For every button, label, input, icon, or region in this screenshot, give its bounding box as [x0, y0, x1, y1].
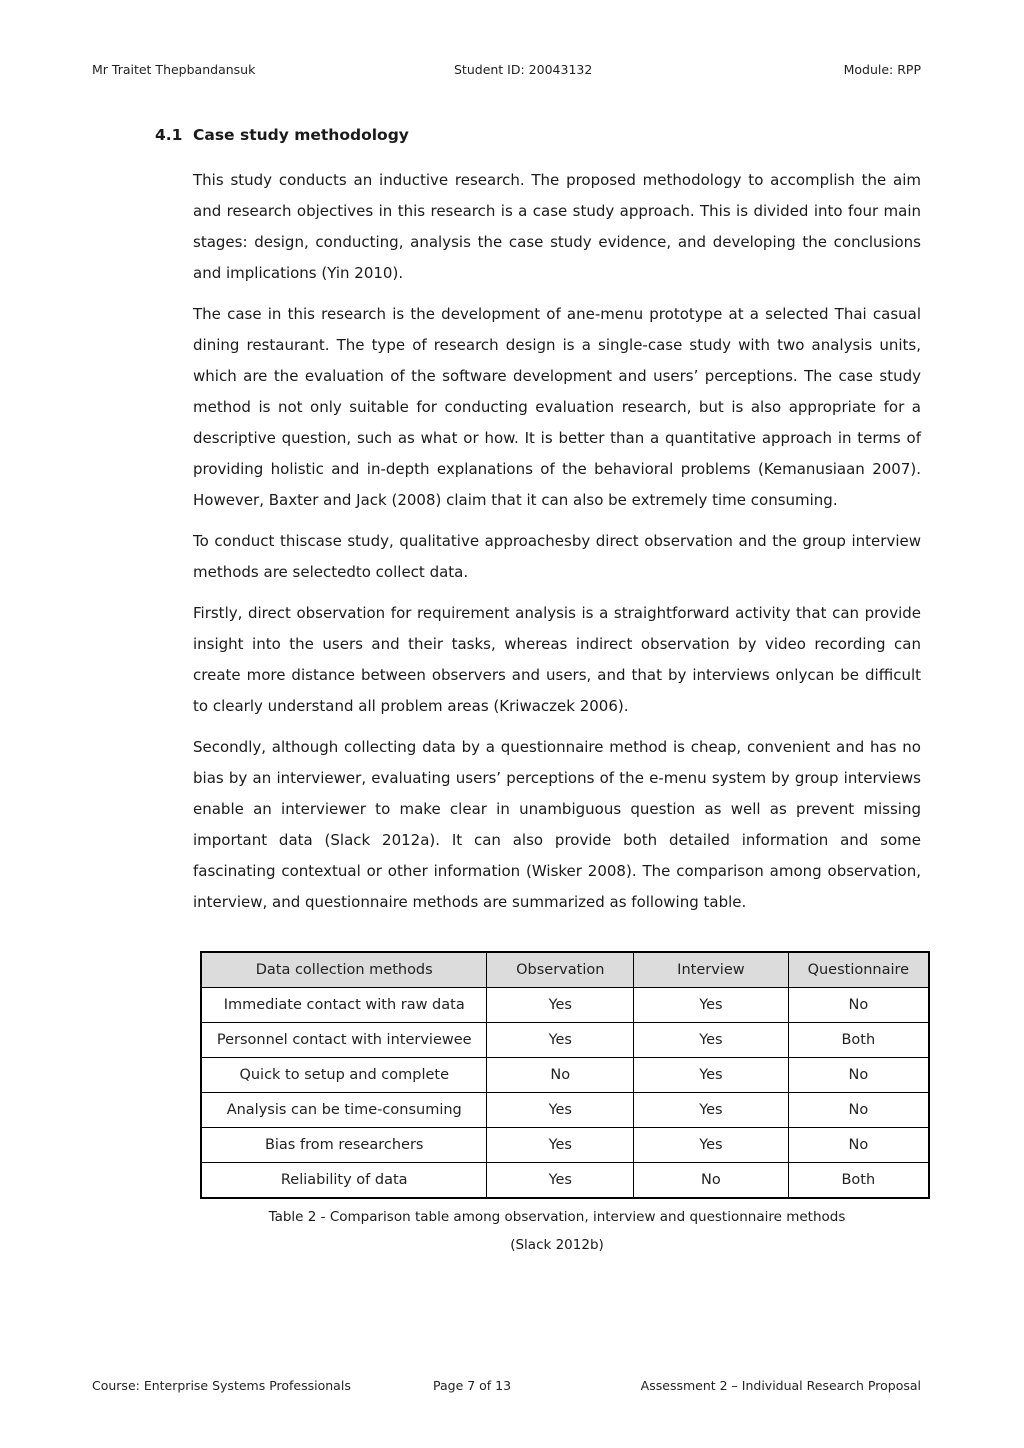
page-header: [92, 62, 921, 77]
table-cell: No: [788, 1093, 929, 1128]
footer-course: Course: Enterprise Systems Professionals: [92, 1378, 351, 1393]
table-cell: Yes: [487, 1128, 634, 1163]
table-cell: No: [788, 988, 929, 1023]
footer-page-number: Page 7 of 13: [433, 1378, 512, 1393]
paragraph: The case in this research is the development of ane-menu prototype at a selected Thai casual dining restaurant. The type of research design is a single-case study with two analysis units, which are the evaluation of the software development and users’ perceptions. The case study method is not only suitable for conducting evaluation research, but is also appropriate for a descriptive question, such as what or how. It is better than a quantitative approach in terms of providing holistic and in-depth explanations of the behavioral problems (Kemanusiaan 2007). However, Baxter and Jack (2008) claim that it can also be extremely time consuming.: [193, 305, 921, 509]
table-cell: Yes: [487, 1023, 634, 1058]
section-title: Case study methodology: [193, 126, 409, 144]
paragraph: Secondly, although collecting data by a questionnaire method is cheap, convenient and has no bias by an interviewer, evaluating users’ perceptions of the e-menu system by group interviews enable an interviewer to make clear in unambiguous question as well as prevent missing important data (Slack 2012a). It can also provide both detailed information and some fascinating contextual or other information (Wisker 2008). The comparison among observation, interview, and questionnaire methods are summarized as following table.: [193, 738, 921, 911]
paragraph: Firstly, direct observation for requirement analysis is a straightforward activity that can provide insight into the users and their tasks, whereas indirect observation by video recording can create more distance between observers and users, and that by interviews onlycan be difficult to clearly understand all problem areas (Kriwaczek 2006).: [193, 604, 921, 715]
table-header-cell: Observation: [487, 952, 634, 988]
table-row: [201, 1023, 929, 1058]
table-source: (Slack 2012b): [510, 1237, 604, 1253]
table-row: [201, 1058, 929, 1093]
table-cell: Both: [788, 1163, 929, 1199]
table-cell: Both: [788, 1023, 929, 1058]
table-cell: Yes: [634, 1023, 789, 1058]
table-header-cell: Questionnaire: [788, 952, 929, 988]
table-header-cell: Data collection methods: [201, 952, 487, 988]
table-cell: Yes: [487, 988, 634, 1023]
table-header-row: [201, 952, 929, 988]
table-cell: No: [634, 1163, 789, 1199]
table-caption: Table 2 - Comparison table among observation, interview and questionnaire methods: [268, 1209, 846, 1225]
body-text: [193, 165, 921, 928]
table-header-cell: Interview: [634, 952, 789, 988]
table-cell: Yes: [634, 1093, 789, 1128]
table-cell: Immediate contact with raw data: [201, 988, 487, 1023]
table-cell: Reliability of data: [201, 1163, 487, 1199]
table-cell: Quick to setup and complete: [201, 1058, 487, 1093]
table-cell: Yes: [634, 1058, 789, 1093]
header-student-id: Student ID: 20043132: [454, 62, 593, 77]
table-cell: No: [788, 1058, 929, 1093]
table-row: [201, 1128, 929, 1163]
table-row: [201, 988, 929, 1023]
table-cell: No: [487, 1058, 634, 1093]
table-cell: Analysis can be time-consuming: [201, 1093, 487, 1128]
table-row: [201, 1093, 929, 1128]
table-cell: Yes: [634, 988, 789, 1023]
table-cell: Yes: [487, 1163, 634, 1199]
section-heading: [155, 126, 409, 144]
table-cell: Yes: [487, 1093, 634, 1128]
section-number: 4.1: [155, 126, 183, 144]
table-cell: No: [788, 1128, 929, 1163]
table-row: [201, 1163, 929, 1199]
comparison-table: [200, 951, 930, 1199]
paragraph: To conduct thiscase study, qualitative approachesby direct observation and the group interview methods are selectedto collect data.: [193, 532, 921, 581]
page-footer: [92, 1378, 921, 1393]
table-cell: Personnel contact with interviewee: [201, 1023, 487, 1058]
table-cell: Yes: [634, 1128, 789, 1163]
table-cell: Bias from researchers: [201, 1128, 487, 1163]
header-author: Mr Traitet Thepbandansuk: [92, 62, 256, 77]
header-module: Module: RPP: [843, 62, 921, 77]
footer-assessment: Assessment 2 – Individual Research Proposal: [640, 1378, 921, 1393]
paragraph: This study conducts an inductive research. The proposed methodology to accomplish the aim and research objectives in this research is a case study approach. This is divided into four main stages: design, conducting, analysis the case study evidence, and developing the conclusions and implications (Yin 2010).: [193, 171, 921, 282]
